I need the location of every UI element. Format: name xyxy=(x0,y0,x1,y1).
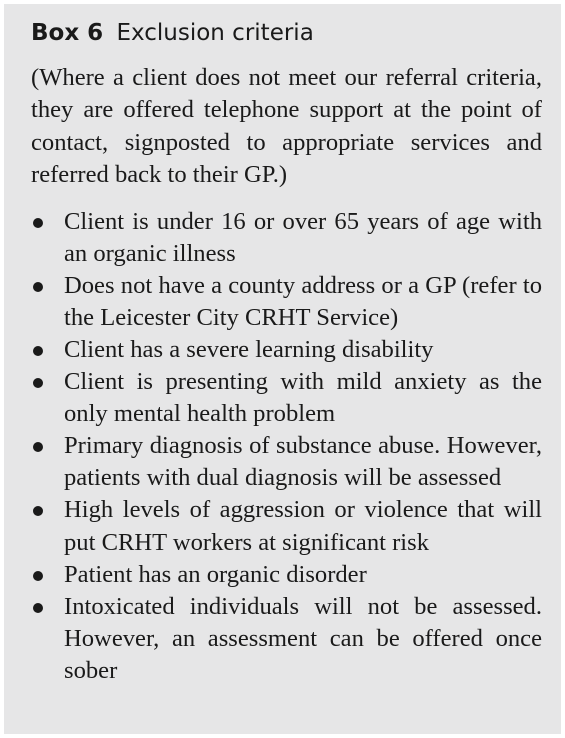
bullet-icon xyxy=(33,378,43,388)
criteria-list xyxy=(31,206,542,687)
exclusion-criteria-box xyxy=(4,4,561,734)
criteria-item-text: Patient has an organic disorder xyxy=(64,560,367,588)
criteria-item-text: Client is under 16 or over 65 years of age with an organic illness xyxy=(64,207,542,267)
box-heading xyxy=(31,18,542,48)
bullet-icon xyxy=(33,603,43,613)
criteria-item-text: Does not have a county address or a GP (refer to the Leicester City CRHT Service) xyxy=(64,271,542,331)
box-title: Exclusion criteria xyxy=(116,20,314,46)
criteria-item xyxy=(31,270,542,334)
criteria-item xyxy=(31,206,542,270)
bullet-icon xyxy=(33,571,43,581)
bullet-icon xyxy=(33,282,43,292)
criteria-item xyxy=(31,366,542,430)
bullet-icon xyxy=(33,346,43,356)
criteria-item xyxy=(31,334,542,366)
criteria-item xyxy=(31,591,542,687)
criteria-item-text: Client has a severe learning disability xyxy=(64,336,434,363)
criteria-item-text: High levels of aggression or violence that will put CRHT workers at significant risk xyxy=(64,496,542,556)
bullet-icon xyxy=(33,506,43,516)
criteria-item-text: Client is presenting with mild anxiety as the only mental health problem xyxy=(64,368,542,428)
intro-paragraph: (Where a client does not meet our referral criteria, they are offered telephone support at the point of contact, signposted to appropriate services and referred back to their GP.) xyxy=(31,64,542,189)
criteria-item xyxy=(31,494,542,558)
criteria-item xyxy=(31,559,542,591)
bullet-icon xyxy=(33,218,43,228)
box-label: Box 6 xyxy=(31,20,104,46)
criteria-item-text: Intoxicated individuals will not be assessed. However, an assessment can be offered once sober xyxy=(64,592,542,684)
bullet-icon xyxy=(33,442,43,452)
criteria-item xyxy=(31,430,542,494)
criteria-item-text: Primary diagnosis of substance abuse. However, patients with dual diagnosis will be assessed xyxy=(64,432,542,492)
